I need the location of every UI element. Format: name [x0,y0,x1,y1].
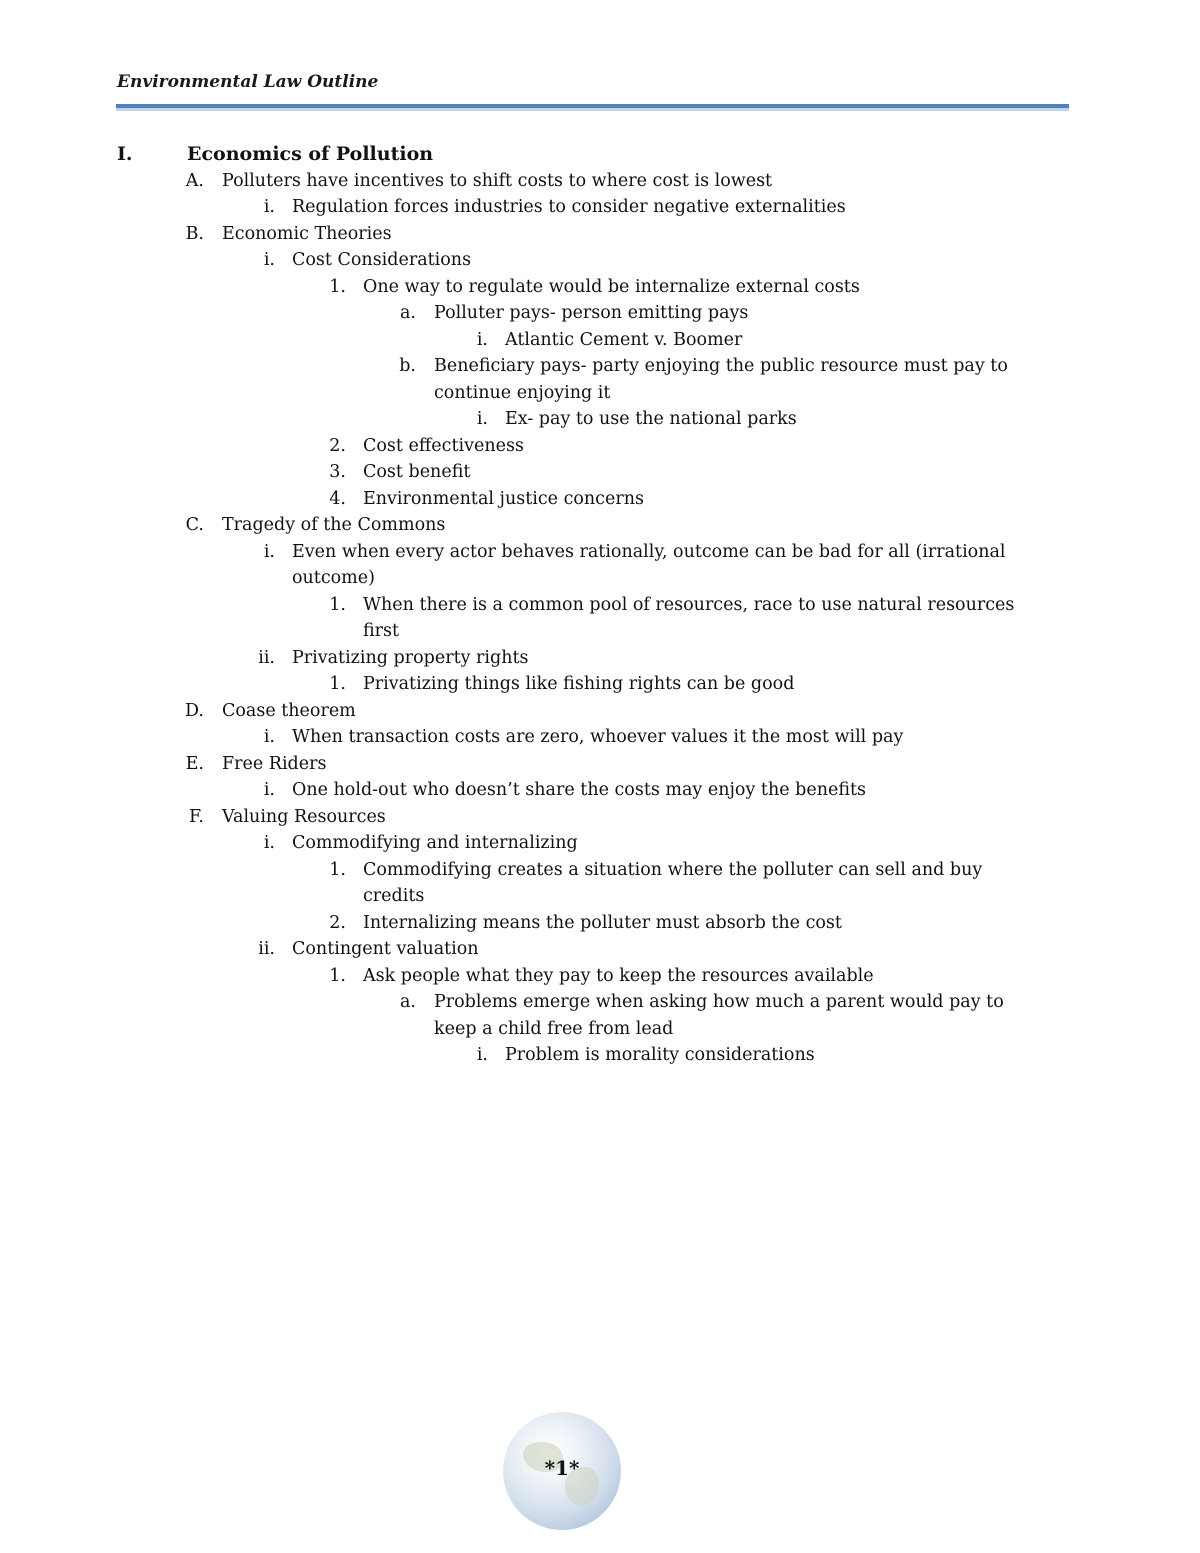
outline-item-text: Even when every actor behaves rationally, outcome can be bad for all (irrational [292,541,1006,562]
outline-item-text: Contingent valuation [292,939,479,959]
outline-item-continuation [0,565,1200,592]
outline-item-text: Atlantic Cement v. Boomer [505,329,743,350]
outline-item-marker: 1. [329,965,346,986]
outline-item-text: Environmental justice concerns [363,488,644,509]
outline-item-text: Free Riders [222,753,327,774]
outline-item [0,910,1200,937]
outline-item-continuation-text: keep a child free from lead [434,1018,674,1039]
outline-item-marker: A. [185,170,204,191]
outline-item-marker: i. [263,197,275,217]
outline-item-marker: E. [185,753,204,774]
outline-item-continuation [0,1016,1200,1043]
outline-item-text: Valuing Resources [222,806,386,827]
outline-item [0,671,1200,698]
outline-item-marker: i. [263,833,275,853]
outline-item [0,830,1200,857]
outline-item [0,857,1200,884]
outline-item [0,777,1200,804]
outline-item-text: Polluters have incentives to shift costs to where cost is lowest [222,170,773,191]
outline-item-text: Economics of Pollution [187,143,434,165]
outline-item [0,300,1200,327]
outline-item-text: Regulation forces industries to consider negative externalities [292,197,846,217]
outline-item-marker: 1. [329,859,346,880]
outline-item [0,645,1200,672]
outline-item [0,141,1200,168]
outline-item-marker: i. [263,727,275,747]
outline-item-continuation [0,618,1200,645]
header-rule-shadow [116,108,1069,111]
outline [0,141,1200,1069]
outline-item-text: Problem is morality considerations [505,1045,815,1065]
outline-item [0,406,1200,433]
outline-item [0,194,1200,221]
outline-item-text: Ex- pay to use the national parks [505,409,797,429]
outline-item-text: Polluter pays- person emitting pays [434,303,749,323]
outline-item [0,433,1200,460]
outline-item-text: One way to regulate would be internalize external costs [363,276,860,297]
outline-item-marker: a. [400,992,416,1012]
outline-item-text: Cost Considerations [292,250,472,270]
outline-item-marker: 1. [329,276,346,297]
outline-item-text: Commodifying and internalizing [292,833,578,853]
outline-item-text: Internalizing means the polluter must absorb the cost [363,912,842,933]
outline-item-text: When transaction costs are zero, whoever values it the most will pay [292,727,904,747]
outline-item [0,327,1200,354]
outline-item-continuation-text: credits [363,886,425,906]
outline-item-continuation-text: outcome) [292,568,375,588]
outline-item-marker: C. [185,515,204,535]
outline-item-text: Economic Theories [222,223,392,244]
outline-item-marker: 4. [329,488,346,509]
outline-item-marker: D. [185,700,204,721]
outline-item-marker: i. [476,329,488,350]
outline-item-marker: 3. [329,462,346,482]
outline-item-marker: 1. [329,594,346,615]
outline-item [0,592,1200,619]
outline-item-marker: F. [189,806,204,827]
outline-item-marker: 1. [329,674,346,694]
outline-item-text: Cost effectiveness [363,435,524,456]
outline-item-text: Commodifying creates a situation where the polluter can sell and buy [363,859,983,880]
outline-item [0,168,1200,195]
outline-item [0,804,1200,831]
outline-item [0,221,1200,248]
outline-item-marker: ii. [258,939,275,959]
outline-item-marker: i. [263,250,275,270]
outline-item-text: Ask people what they pay to keep the resources available [363,965,874,986]
outline-item [0,989,1200,1016]
outline-item-marker: 2. [329,912,346,933]
outline-item-text: Problems emerge when asking how much a parent would pay to [434,992,1004,1012]
outline-item [0,1042,1200,1069]
outline-item [0,353,1200,380]
outline-item-text: Privatizing property rights [292,647,529,668]
outline-item [0,274,1200,301]
outline-item-marker: a. [400,303,416,323]
outline-item-marker: ii. [258,647,275,668]
document-header-title: Environmental Law Outline [117,72,379,92]
outline-item [0,539,1200,566]
outline-item-continuation [0,380,1200,407]
outline-item-text: Cost benefit [363,462,471,482]
outline-item [0,512,1200,539]
outline-item [0,936,1200,963]
outline-item [0,724,1200,751]
outline-item-continuation [0,883,1200,910]
outline-item-marker: 2. [329,435,346,456]
outline-item-text: Privatizing things like fishing rights can be good [363,674,795,694]
outline-item-continuation-text: continue enjoying it [434,382,611,403]
outline-item-marker: i. [263,541,275,562]
outline-item-marker: i. [476,409,488,429]
outline-item-text: When there is a common pool of resources, race to use natural resources [363,594,1015,615]
outline-item-marker: b. [399,356,416,376]
outline-item-marker: I. [117,143,133,165]
outline-item [0,247,1200,274]
outline-item [0,459,1200,486]
outline-item [0,751,1200,778]
page-number: *1* [544,1456,580,1480]
outline-item [0,486,1200,513]
outline-item-continuation-text: first [363,621,400,641]
outline-item [0,963,1200,990]
outline-item-text: Beneficiary pays- party enjoying the public resource must pay to [434,356,1008,376]
outline-item-text: Tragedy of the Commons [222,515,446,535]
outline-item-marker: i. [263,780,275,800]
outline-item-text: Coase theorem [222,700,356,721]
outline-item-marker: B. [185,223,204,244]
outline-item-text: One hold-out who doesn’t share the costs may enjoy the benefits [292,780,867,800]
outline-item-marker: i. [476,1045,488,1065]
outline-item [0,698,1200,725]
